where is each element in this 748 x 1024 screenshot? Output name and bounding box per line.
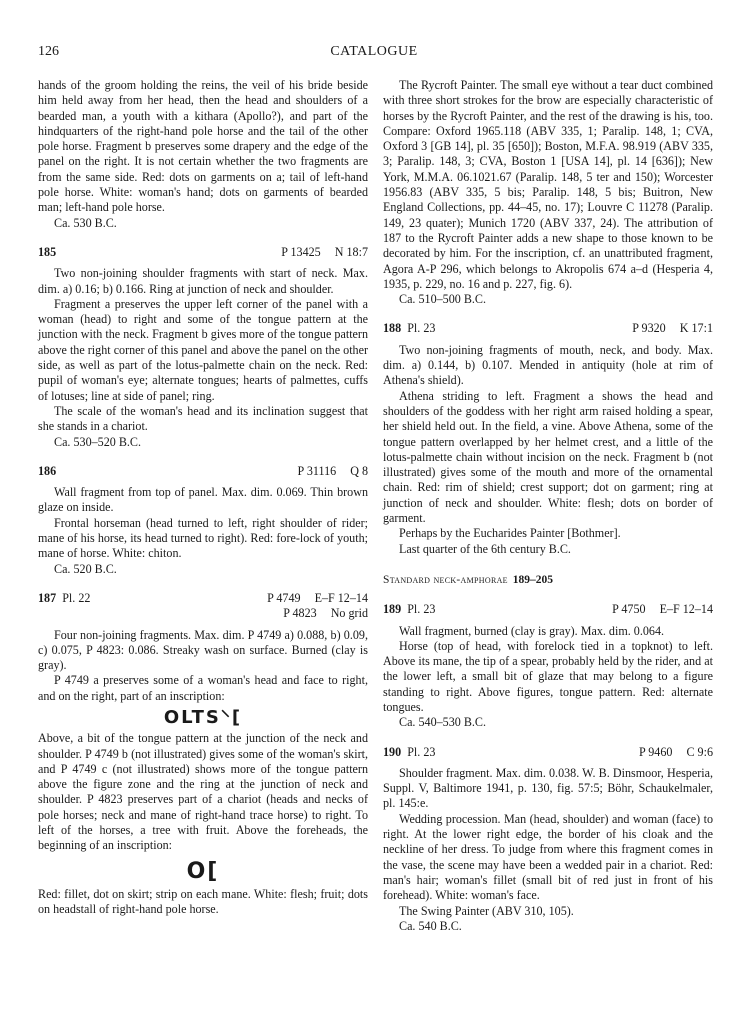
entry-number: 190 bbox=[383, 744, 402, 759]
entry-185-header bbox=[38, 245, 368, 260]
section-title: Standard neck-amphorae bbox=[383, 573, 508, 586]
inventory-number: P 9460 bbox=[638, 744, 673, 759]
grid-ref: E–F 12–14 bbox=[659, 602, 713, 617]
entry-185-date: Ca. 530–520 B.C. bbox=[54, 434, 142, 449]
entry-number: 186 bbox=[38, 463, 57, 478]
section-heading bbox=[383, 573, 713, 588]
entry-187-details: Above, a bit of the tongue pattern at the junction of the neck and shoulder. P 4749 b (not illustrated) gives some of the woman's skirt, and P 4749 c (not illustrated) shows more of the tongue pattern above the figure zone and the ring at the junction of neck and shoulder. P 4823 preserves part of a chariot (heads and necks of pole horses; neck and mane of right-hand trace horse) to right. To left of the horses, a tree with fruit. Above the foreheads, the beginning of an inscription: bbox=[38, 731, 368, 853]
entry-190-header bbox=[383, 745, 713, 760]
entry-187-fragment-a: P 4749 a preserves some of a woman's head and face to right, and on the right, part of an inscription: bbox=[38, 673, 368, 703]
entry-188-header bbox=[383, 321, 713, 336]
rycroft-date: Ca. 510–500 B.C. bbox=[399, 292, 487, 307]
right-column bbox=[383, 78, 713, 934]
grid-ref: N 18:7 bbox=[334, 244, 368, 259]
entry-185-fragments: Fragment a preserves the upper left corner of the panel with a woman (head) to right and some of the tongue pattern at the junction with the neck. Fragment b gives more of the tongue pattern above the right corner of this panel and above the panel on the other side, as well as part of the lotus-palmette chain on the neck. Red: pupil of woman's eye; alternate tongues; hearts of palmettes, cuffs of lotuses; line at side of panel; ring. bbox=[38, 296, 368, 403]
entry-number: 185 bbox=[38, 244, 57, 259]
inventory-number: P 13425 bbox=[281, 244, 321, 259]
grid-ref: E–F 12–14 bbox=[314, 590, 368, 605]
entry-189-header bbox=[383, 602, 713, 617]
plate-ref: Pl. 22 bbox=[62, 590, 91, 605]
entry-187-header bbox=[38, 591, 368, 606]
entry-186-header bbox=[38, 464, 368, 479]
entry-188-date: Last quarter of the 6th century B.C. bbox=[399, 541, 571, 556]
inventory-number: P 4749 bbox=[267, 590, 301, 605]
page-title: CATALOGUE bbox=[330, 44, 418, 59]
section-range: 189–205 bbox=[512, 573, 553, 586]
grid-ref: Q 8 bbox=[350, 463, 368, 478]
entry-190-subject: Wedding procession. Man (head, shoulder) and woman (face) to right. At the lower right edge, the border of his cloak and the neckline of her dress. To judge from where this fragment comes in the vase, the scene may have been a wedded pair in a chariot. Red: man's hair; woman's fillet (small bit of red just in front of his forehead). White: woman's face. bbox=[383, 811, 713, 903]
plate-ref: Pl. 23 bbox=[407, 744, 436, 759]
inventory-number: P 4823 bbox=[283, 606, 317, 621]
grid-ref: K 17:1 bbox=[679, 321, 713, 336]
entry-185-note: The scale of the woman's head and its inclination suggest that she stands in a chariot. bbox=[38, 403, 368, 434]
entry-189-description: Wall fragment, burned (clay is gray). Max. dim. 0.064. bbox=[399, 623, 665, 638]
entry-186-description: Wall fragment from top of panel. Max. dim. 0.069. Thin brown glaze on inside. bbox=[38, 485, 368, 515]
entry-188-attribution: Perhaps by the Eucharides Painter [Bothmer]. bbox=[399, 526, 621, 541]
entry-number: 187 bbox=[38, 590, 57, 605]
entry-190-date: Ca. 540 B.C. bbox=[399, 918, 462, 933]
rycroft-attribution: The Rycroft Painter. The small eye without a tear duct combined with three short strokes for the brow are especially characteristic of horses by the Rycroft Painter, and the rest of the drawing is his, too. Compare: Oxford 1965.118 (ABV 335, 1; Paralip. 148, 1; CVA, Oxford 3 [GB 14], pl. 35 [650]); Boston, M.F.A. 98.919 (ABV 335, 3; Paralip. 148, 3; CVA, Boston 1 [USA 14], pl. 14 [636]); New York, M.M.A. 06.1021.67 (Paralip. 148, 5 ter and 150); Worcester 1956.83 (ABV 335, 5 bis; Paralip. 148, 5 bis; Buitron, New England Collections, pp. 44–45, no. 17); Louvre C 11278 (Paralip. 149, 23 quater); Munich 1720 (ABV 337, 24). The attribution of 187 to the Rycroft Painter adds a new shape to those known to be decorated by him. For the inscription, cf. an unattributed fragment, Agora A-P 296, which belongs to Akropolis 674 a–d (Hesperia 4, 1935, p. 229, no. 16 and p. 227, fig. 6). bbox=[383, 78, 713, 291]
intro-text: hands of the groom holding the reins, the veil of his bride beside him held away from her head, then the head and shoulders of a bearded man, a youth with a kithara (Apollo?), and part of the hindquarters of the right-hand pole horse and the tail of the other pole horse. Fragment b preserves some drapery and the edge of the panel on the right. It is not certain whether the two fragments are from the same side. Red: dots on garments on a; tail of left-hand pole horse. White: woman's hand; dots on garments of bearded man; left-hand pole horse. bbox=[38, 78, 368, 215]
entry-190-attribution: The Swing Painter (ABV 310, 105). bbox=[399, 903, 574, 918]
entry-188-subject: Athena striding to left. Fragment a shows the head and shoulders of the goddess with her right arm raised holding a spear, her shield held out. In the field, a vine. Above Athena, some of the tongue pattern overlapped by her helmet crest, and a little of the lotus-palmette chain without incision on the neck. Fragment b (not illustrated) gives some of the mouth and more of the ornamental chain. Red: rim of shield; crest support; dot on garment; ring at junction of neck and shoulder. White: flesh; dots on border of garment. bbox=[383, 388, 713, 526]
entry-190-description: Shoulder fragment. Max. dim. 0.038. W. B. Dinsmoor, Hesperia, Suppl. V, Baltimore 1941, p. 130, fig. 57:5; Böhr, Schaukelmaler, pl. 145:e. bbox=[383, 765, 713, 811]
entry-189-subject: Horse (top of head, with forelock tied in a topknot) to left. Above its mane, the tip of a spear, probably held by the rider, and at the lower left, a small bit of glaze that may belong to a figure standing to right. Above figures, tongue pattern. Red: alternate tongues. bbox=[383, 638, 713, 714]
inventory-number: P 4750 bbox=[612, 602, 646, 617]
grid-ref: C 9:6 bbox=[686, 744, 713, 759]
plate-ref: Pl. 23 bbox=[407, 321, 436, 336]
grid-ref: No grid bbox=[330, 606, 368, 621]
plate-ref: Pl. 23 bbox=[407, 602, 436, 617]
entry-186-date: Ca. 520 B.C. bbox=[54, 561, 117, 576]
entry-187-description: Four non-joining fragments. Max. dim. P 4749 a) 0.088, b) 0.09, c) 0.075, P 4823: 0.086. Streaky wash on surface. Burned (clay is gray). bbox=[38, 627, 368, 673]
inscription-oltos: OLTS⸌[ bbox=[163, 706, 243, 728]
inventory-number: P 31116 bbox=[297, 463, 337, 478]
entry-number: 189 bbox=[383, 602, 402, 617]
entry-187-second-inventory bbox=[38, 606, 368, 621]
inscription-fragment: O[ bbox=[186, 858, 220, 884]
inventory-number: P 9320 bbox=[632, 321, 666, 336]
page-number: 126 bbox=[38, 44, 59, 59]
entry-185-description: Two non-joining shoulder fragments with start of neck. Max. dim. a) 0.16; b) 0.166. Ring at junction of neck and shoulder. bbox=[38, 266, 368, 296]
entry-number: 188 bbox=[383, 321, 402, 336]
entry-188-description: Two non-joining fragments of mouth, neck, and body. Max. dim. a) 0.144, b) 0.107. Mended in antiquity (hole at rim of Athena's shield). bbox=[383, 342, 713, 388]
entry-189-date: Ca. 540–530 B.C. bbox=[399, 715, 487, 730]
entry-186-subject: Frontal horseman (head turned to left, right shoulder of rider; mane of his horse, its head turned to right). Red: fore-lock of youth; mane of horse. White: chiton. bbox=[38, 515, 368, 561]
intro-date: Ca. 530 B.C. bbox=[54, 215, 117, 230]
left-column bbox=[38, 78, 368, 918]
running-head bbox=[38, 44, 710, 64]
entry-187-colors: Red: fillet, dot on skirt; strip on each mane. White: flesh; fruit; dots on headstall of right-hand pole horse. bbox=[38, 886, 368, 917]
